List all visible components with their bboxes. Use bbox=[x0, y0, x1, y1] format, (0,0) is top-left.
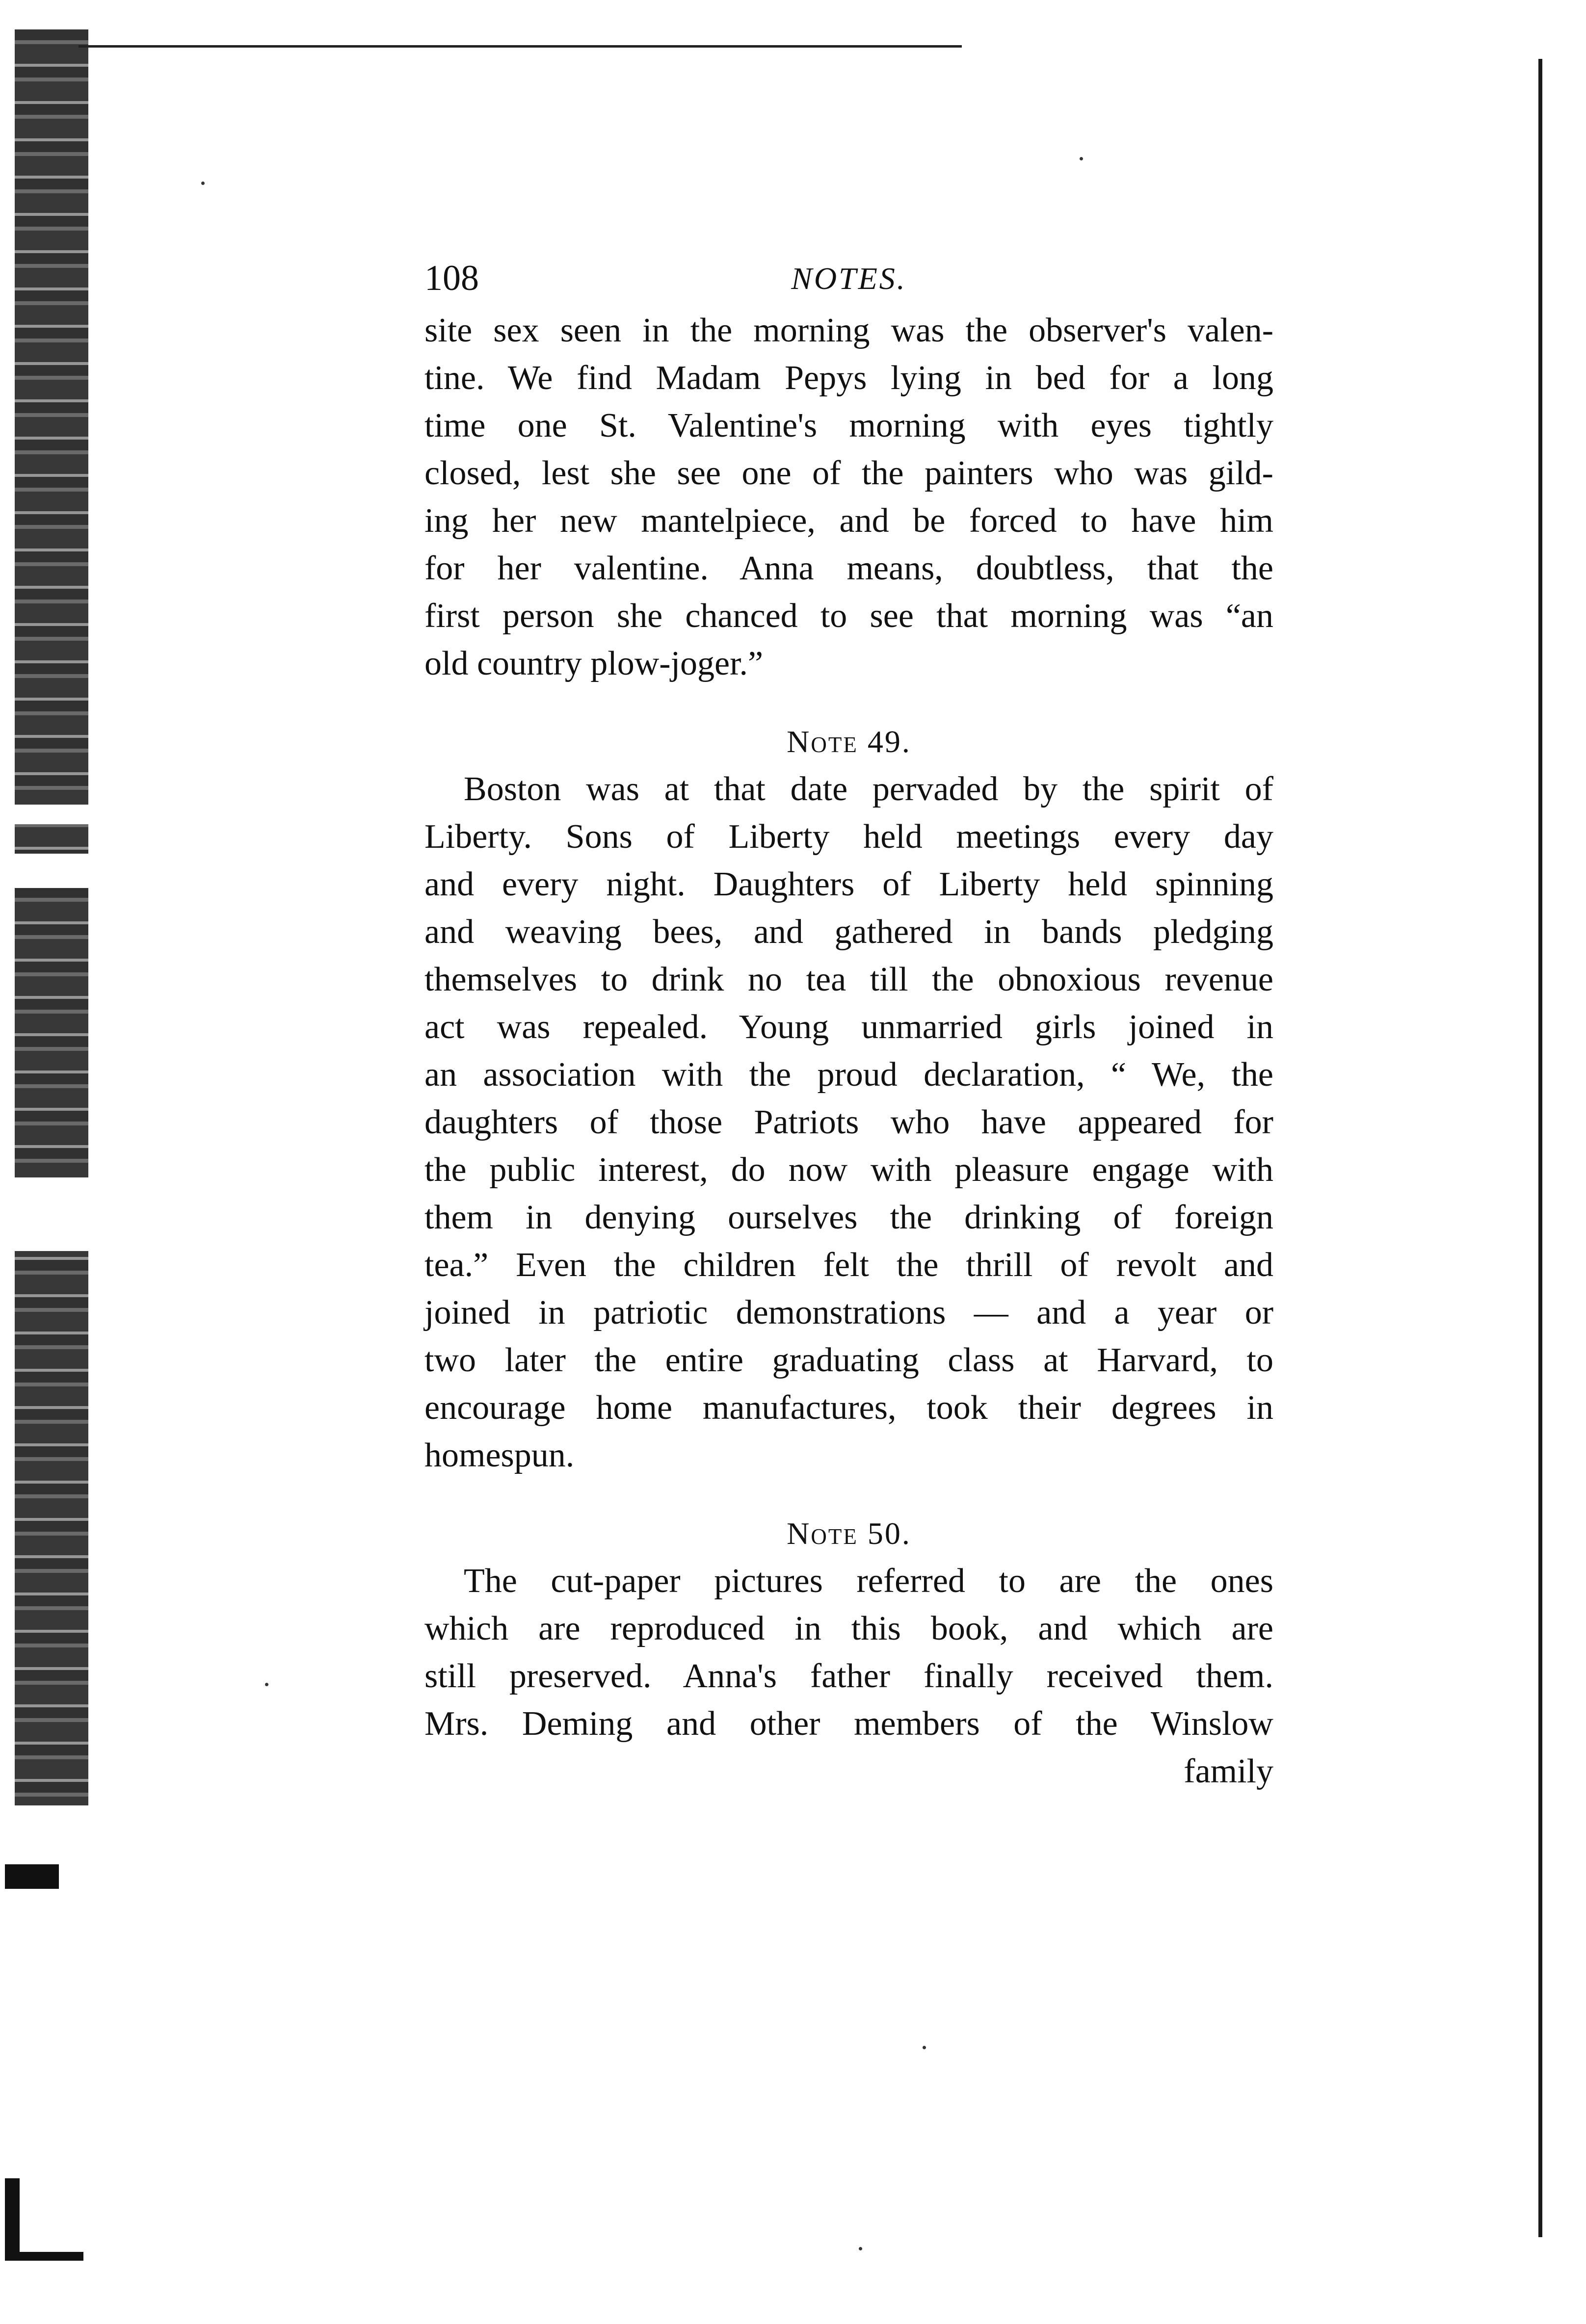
page-body bbox=[424, 258, 1273, 1795]
binding-edge-gap bbox=[15, 1177, 88, 1251]
continued-paragraph bbox=[424, 307, 1273, 687]
binding-edge-mark bbox=[5, 2252, 83, 2261]
text-line: joined in patriotic demonstrations — and a year or bbox=[424, 1294, 1273, 1332]
text-line: for her valentine. Anna means, doubtless, that the bbox=[424, 549, 1273, 587]
text-line: site sex seen in the morning was the observer's valen- bbox=[424, 312, 1273, 349]
binding-edge-mark bbox=[5, 1864, 59, 1889]
text-line: the public interest, do now with pleasure engage with bbox=[424, 1151, 1273, 1189]
text-line: The cut-paper pictures referred to are the ones bbox=[464, 1562, 1273, 1600]
text-line: and every night. Daughters of Liberty held spinning bbox=[424, 865, 1273, 903]
note-49-paragraph bbox=[424, 765, 1273, 1479]
scan-speck bbox=[859, 2247, 862, 2250]
scan-speck bbox=[1080, 157, 1083, 160]
catchword: family bbox=[1184, 1752, 1273, 1790]
text-line: Mrs. Deming and other members of the Winslow bbox=[424, 1705, 1273, 1743]
text-line: an association with the proud declaration, “ We, the bbox=[424, 1056, 1273, 1094]
binding-edge-mark bbox=[5, 2178, 20, 2257]
text-line: act was repealed. Young unmarried girls joined in bbox=[424, 1008, 1273, 1046]
running-head bbox=[424, 258, 1273, 307]
scan-speck bbox=[265, 1683, 268, 1686]
text-line: tine. We find Madam Pepys lying in bed for a long bbox=[424, 359, 1273, 397]
text-line: still preserved. Anna's father finally received them. bbox=[424, 1657, 1273, 1695]
note-49-heading-text: Note 49. bbox=[787, 724, 911, 759]
text-line: which are reproduced in this book, and which are bbox=[424, 1610, 1273, 1647]
text-line: daughters of those Patriots who have appeared for bbox=[424, 1103, 1273, 1141]
note-50-heading bbox=[424, 1510, 1273, 1557]
text-line: themselves to drink no tea till the obnoxious revenue bbox=[424, 961, 1273, 998]
text-line: them in denying ourselves the drinking of foreign bbox=[424, 1199, 1273, 1236]
binding-edge-shadow bbox=[15, 29, 88, 1805]
note-50-heading-text: Note 50. bbox=[787, 1516, 911, 1551]
text-line: time one St. Valentine's morning with eyes tightly bbox=[424, 407, 1273, 444]
text-line: encourage home manufactures, took their degrees in bbox=[424, 1389, 1273, 1427]
text-line: old country plow-joger.” bbox=[424, 645, 764, 682]
running-title: NOTES. bbox=[791, 261, 907, 296]
scan-speck bbox=[201, 182, 205, 185]
text-line: ing her new mantelpiece, and be forced to have him bbox=[424, 502, 1273, 540]
binding-edge-gap bbox=[15, 805, 88, 824]
binding-edge-gap bbox=[15, 854, 88, 888]
scan-speck bbox=[923, 2046, 926, 2049]
text-line: Boston was at that date pervaded by the spirit of bbox=[464, 770, 1273, 808]
text-line: homespun. bbox=[424, 1436, 575, 1474]
page-top-rule bbox=[79, 45, 962, 48]
text-line: tea.” Even the children felt the thrill of revolt and bbox=[424, 1246, 1273, 1284]
text-line: Liberty. Sons of Liberty held meetings every day bbox=[424, 818, 1273, 856]
text-line: two later the entire graduating class at Harvard, to bbox=[424, 1341, 1273, 1379]
page-right-rule bbox=[1538, 59, 1542, 2237]
note-50-paragraph bbox=[424, 1557, 1273, 1795]
text-line: closed, lest she see one of the painters who was gild- bbox=[424, 454, 1273, 492]
text-line: and weaving bees, and gathered in bands pledging bbox=[424, 913, 1273, 951]
page-number: 108 bbox=[424, 258, 479, 298]
note-49-heading bbox=[424, 718, 1273, 765]
text-line: first person she chanced to see that morning was “an bbox=[424, 597, 1273, 635]
